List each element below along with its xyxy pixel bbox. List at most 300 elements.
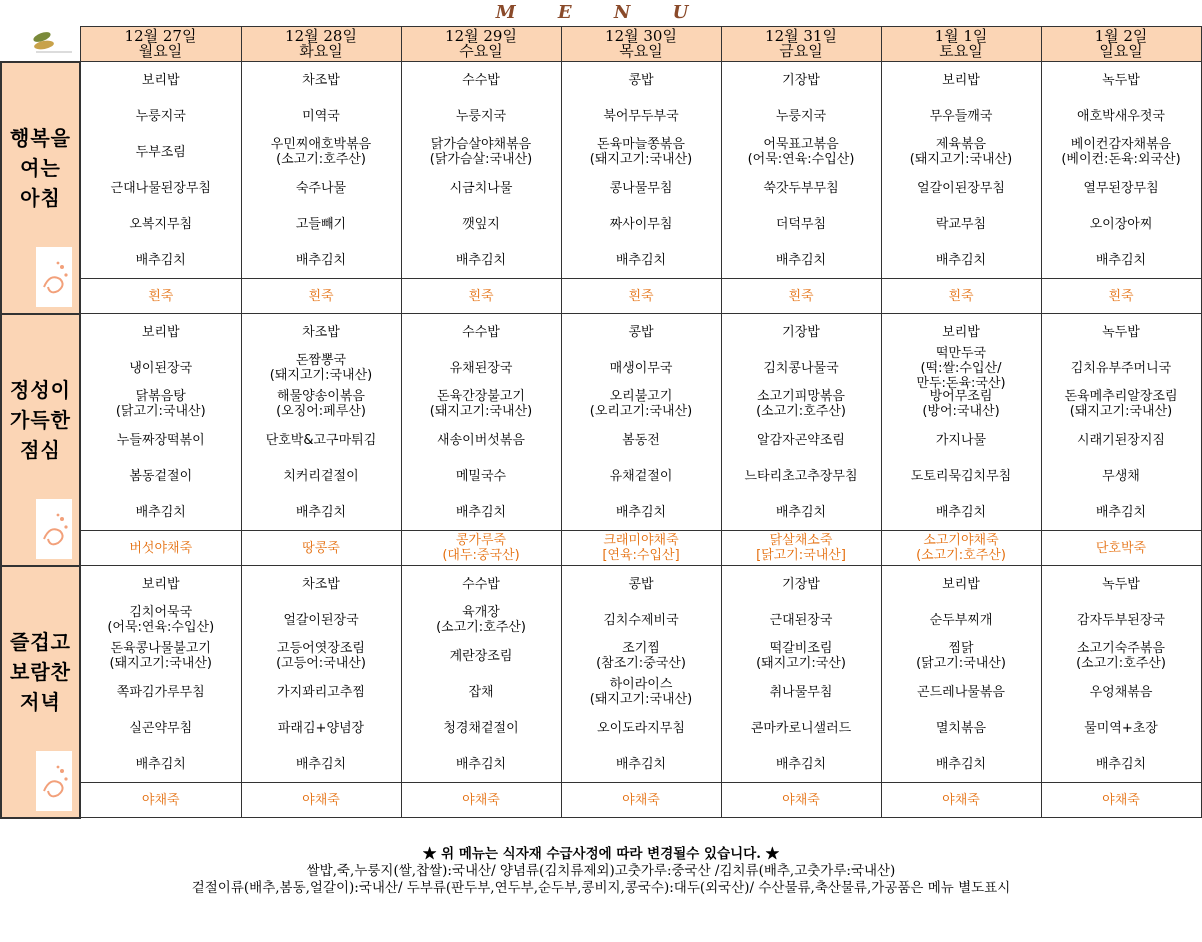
- congee-cell: [241, 531, 401, 566]
- congee-cell: [241, 279, 401, 314]
- dish-name: 근대나물된장무침: [110, 180, 211, 196]
- congee-name: 흰죽: [1108, 288, 1134, 304]
- dish-name: 고등어엿장조림: [277, 641, 365, 656]
- dish-origin: (돼지고기:국내산): [109, 656, 212, 671]
- dish-name: 배추김치: [775, 756, 827, 772]
- dish-name: 고들빼기: [295, 216, 347, 232]
- dish-name: 짜사이무침: [609, 216, 673, 232]
- dish-name: 도토리묵김치무침: [910, 468, 1012, 484]
- congee-name: 야채죽: [942, 792, 980, 808]
- dish-name: 수수밥: [462, 72, 500, 88]
- menu-dish: [242, 494, 401, 530]
- menu-dish: [562, 494, 721, 530]
- dish-origin: (돼지고기:국내산): [909, 152, 1013, 167]
- congee-name: 버섯야채죽: [129, 540, 193, 556]
- dish-name: 유채겉절이: [609, 468, 673, 484]
- menu-dish: [562, 602, 721, 638]
- day-date: 12월 27일: [124, 27, 197, 45]
- menu-dish: [722, 638, 881, 674]
- dish-name: 배추김치: [295, 756, 347, 772]
- dish-name: 북어무두부국: [603, 108, 679, 124]
- dish-name: 배추김치: [935, 504, 987, 520]
- dish-name: 얼갈이된장국: [283, 612, 359, 628]
- menu-dish: [1042, 710, 1201, 746]
- menu-dish: [242, 458, 401, 494]
- dish-origin: (베이컨:돈육:외국산): [1061, 152, 1181, 167]
- congee-name: 야채죽: [1102, 792, 1140, 808]
- dish-name: 매생이무국: [609, 360, 673, 376]
- dish-name: 느타리초고추장무침: [744, 468, 858, 484]
- dish-name: 배추김치: [455, 252, 507, 268]
- congee-cell: [721, 783, 881, 818]
- menu-dish: [882, 638, 1041, 674]
- dish-name: 봄동전: [622, 432, 660, 448]
- menu-dish: [402, 62, 561, 98]
- dish-name: 무생채: [1102, 468, 1140, 484]
- meal-name-line: 여는: [20, 155, 61, 180]
- menu-dish: [562, 350, 721, 386]
- dish-name: 순두부찌개: [929, 612, 993, 628]
- dish-name: 찜닭: [948, 641, 974, 656]
- menu-dish: [242, 62, 401, 98]
- dish-name: 김치수제비국: [603, 612, 679, 628]
- meal-name-line: 가득한: [10, 407, 71, 432]
- menu-dish: [722, 746, 881, 782]
- menu-cell: [80, 314, 241, 531]
- congee-name: 흰죽: [148, 288, 174, 304]
- menu-dish: [1042, 746, 1201, 782]
- congee-name: 땅콩죽: [302, 540, 340, 556]
- dish-name: 돈육콩나물불고기: [110, 641, 211, 656]
- menu-dish: [1042, 350, 1201, 386]
- menu-dish: [722, 386, 881, 422]
- menu-dish: [242, 350, 401, 386]
- dish-origin: (닭고기:국내산): [115, 404, 206, 419]
- dish-name: 콩나물무침: [609, 180, 673, 196]
- menu-dish: [882, 134, 1041, 170]
- menu-dish: [562, 206, 721, 242]
- dish-name: 녹두밥: [1102, 576, 1140, 592]
- menu-dish: [402, 494, 561, 530]
- dish-origin: (고등어:국내산): [276, 656, 366, 671]
- dish-name: 배추김치: [295, 252, 347, 268]
- dish-name: 김치유부주머니국: [1070, 360, 1172, 376]
- menu-dish: [722, 314, 881, 350]
- congee-origin: (대두:중국산): [442, 548, 520, 563]
- day-header: [561, 27, 721, 62]
- menu-cell: [401, 314, 561, 531]
- menu-dish: [242, 386, 401, 422]
- dish-name: 차조밥: [302, 576, 340, 592]
- dish-name: 보리밥: [942, 576, 980, 592]
- day-weekday: 토요일: [939, 42, 983, 60]
- congee-cell: [881, 783, 1041, 818]
- meal-name: [2, 123, 79, 213]
- dish-name: 보리밥: [141, 324, 180, 340]
- menu-dish: [402, 386, 561, 422]
- dish-origin: (닭가슴살:국내산): [429, 152, 533, 167]
- dish-name: 배추김치: [135, 252, 186, 268]
- menu-dish: [722, 98, 881, 134]
- menu-table: [0, 26, 1202, 819]
- dish-origin: (돼지고기:국산): [756, 656, 846, 671]
- dish-origin: (어묵:연육:수입산): [747, 152, 855, 167]
- dish-name: 배추김치: [455, 756, 507, 772]
- menu-dish: [882, 710, 1041, 746]
- dish-name: 어묵표고볶음: [763, 137, 839, 152]
- dish-name: 파래김+양념장: [277, 720, 365, 736]
- dish-name: 돈육메추리알장조림: [1064, 389, 1178, 404]
- dish-origin: (어묵:연육:수입산): [107, 620, 215, 635]
- menu-dish: [242, 602, 401, 638]
- dish-name: 배추김치: [615, 756, 667, 772]
- dish-origin: (돼지고기:국내산): [589, 152, 693, 167]
- menu-dish: [402, 746, 561, 782]
- congee-name: 야채죽: [462, 792, 500, 808]
- dish-name: 기장밥: [782, 324, 820, 340]
- dish-name: 청경채겉절이: [443, 720, 519, 736]
- meal-label: [1, 314, 80, 566]
- dish-name: 차조밥: [302, 72, 340, 88]
- dish-origin: (돼지고기:국내산): [1069, 404, 1173, 419]
- menu-dish: [1042, 566, 1201, 602]
- meal-name-line: 정성이: [10, 377, 71, 402]
- menu-dish: [402, 98, 561, 134]
- menu-dish: [882, 422, 1041, 458]
- menu-dish: [81, 746, 241, 782]
- dish-origin: (돼지고기:국내산): [589, 692, 693, 707]
- congee-name: 흰죽: [308, 288, 334, 304]
- menu-dish: [242, 314, 401, 350]
- dish-origin: (떡:쌀:수입산/: [920, 360, 1002, 376]
- day-date: 12월 31일: [765, 27, 837, 45]
- congee-name: 콩가루죽: [455, 533, 507, 548]
- menu-dish: [81, 494, 241, 530]
- menu-dish: [722, 170, 881, 206]
- day-date: 12월 28일: [285, 27, 357, 45]
- menu-cell: [1041, 314, 1201, 531]
- day-weekday: 일요일: [1099, 42, 1143, 60]
- dish-name: 녹두밥: [1102, 324, 1140, 340]
- dish-name: 콩밥: [628, 72, 654, 88]
- swirl-deco-icon: [36, 751, 72, 811]
- dish-name: 가지나물: [935, 432, 987, 448]
- dish-name: 배추김치: [775, 252, 827, 268]
- menu-dish: [81, 242, 241, 278]
- menu-dish: [1042, 98, 1201, 134]
- menu-dish: [402, 206, 561, 242]
- menu-dish: [242, 242, 401, 278]
- dish-name: 깻잎지: [462, 216, 500, 232]
- day-header: [1041, 27, 1201, 62]
- dish-name: 배추김치: [1095, 756, 1147, 772]
- day-header: [80, 27, 241, 62]
- dish-name: 김치어묵국: [129, 605, 193, 620]
- meal-name-line: 즐겁고: [10, 629, 71, 654]
- meal-name-line: 저녁: [20, 689, 61, 714]
- dish-name: 우민찌애호박볶음: [270, 137, 372, 152]
- menu-dish: [1042, 422, 1201, 458]
- day-date: 1월 1일: [934, 27, 988, 45]
- dish-name: 녹두밥: [1102, 72, 1140, 88]
- menu-dish: [722, 350, 881, 386]
- menu-dish: [1042, 602, 1201, 638]
- dish-name: 배추김치: [775, 504, 827, 520]
- day-date: 12월 30일: [605, 27, 677, 45]
- dish-name: 콩밥: [628, 324, 654, 340]
- menu-dish: [402, 674, 561, 710]
- dish-name: 얼갈이된장무침: [917, 180, 1005, 196]
- dish-name: 오복지무침: [129, 216, 193, 232]
- menu-dish: [242, 170, 401, 206]
- menu-dish: [722, 422, 881, 458]
- menu-dish: [722, 602, 881, 638]
- dish-name: 돈육간장불고기: [437, 389, 525, 404]
- congee-cell: [561, 531, 721, 566]
- menu-dish: [562, 242, 721, 278]
- meal-name: [2, 627, 79, 717]
- menu-dish: [562, 674, 721, 710]
- congee-name: 흰죽: [948, 288, 974, 304]
- menu-dish: [81, 422, 241, 458]
- dish-name: 수수밥: [462, 576, 500, 592]
- menu-dish: [81, 98, 241, 134]
- dish-name: 가지꽈리고추찜: [277, 684, 365, 700]
- dish-name: 수수밥: [462, 324, 500, 340]
- menu-dish: [562, 386, 721, 422]
- dish-name: 누들짜장떡볶이: [116, 432, 205, 448]
- congee-cell: [1041, 783, 1201, 818]
- menu-dish: [562, 62, 721, 98]
- dish-name: 소고기피망볶음: [757, 389, 845, 404]
- congee-row: [1, 279, 1201, 314]
- congee-cell: [721, 279, 881, 314]
- menu-dish: [1042, 458, 1201, 494]
- menu-dish: [882, 566, 1041, 602]
- dish-name: 배추김치: [455, 504, 507, 520]
- dish-name: 쪽파김가루무침: [116, 684, 205, 700]
- menu-dish: [81, 206, 241, 242]
- congee-name: 흰죽: [628, 288, 654, 304]
- menu-cell: [1041, 62, 1201, 279]
- congee-cell: [80, 279, 241, 314]
- meal-name-line: 행복을: [10, 125, 71, 150]
- menu-dish: [81, 62, 241, 98]
- menu-title: M E N U: [495, 2, 707, 23]
- swirl-deco-icon: [36, 499, 72, 559]
- dish-name: 누룽지국: [135, 108, 186, 124]
- dish-name: 돈육마늘쫑볶음: [597, 137, 685, 152]
- congee-cell: [80, 531, 241, 566]
- menu-cell: [721, 566, 881, 783]
- day-weekday: 월요일: [138, 42, 183, 60]
- dish-name: 차조밥: [302, 324, 340, 340]
- dish-name: 오이도라지무침: [597, 720, 685, 736]
- menu-dish: [722, 206, 881, 242]
- menu-dish: [1042, 386, 1201, 422]
- menu-cell: [881, 62, 1041, 279]
- menu-dish: [562, 710, 721, 746]
- menu-dish: [402, 458, 561, 494]
- dish-name: 실곤약무침: [129, 720, 193, 736]
- menu-dish: [81, 350, 241, 386]
- menu-dish: [722, 674, 881, 710]
- menu-dish: [242, 422, 401, 458]
- day-header: [401, 27, 561, 62]
- menu-dish: [242, 746, 401, 782]
- dish-name: 알감자곤약조림: [757, 432, 845, 448]
- menu-dish: [882, 386, 1041, 422]
- dish-origin: (돼지고기:국내산): [429, 404, 533, 419]
- dish-name: 김치콩나물국: [763, 360, 839, 376]
- menu-dish: [722, 242, 881, 278]
- menu-cell: [721, 314, 881, 531]
- menu-cell: [401, 62, 561, 279]
- meal-name-line: 보람찬: [10, 659, 71, 684]
- dish-name: 하이라이스: [609, 677, 673, 692]
- dish-name: 시금치나물: [449, 180, 513, 196]
- dish-name: 냉이된장국: [129, 360, 193, 376]
- menu-cell: [80, 62, 241, 279]
- dish-name: 소고기숙주볶음: [1077, 641, 1165, 656]
- congee-cell: [881, 279, 1041, 314]
- menu-dish: [722, 494, 881, 530]
- menu-dish: [722, 62, 881, 98]
- menu-dish: [81, 638, 241, 674]
- day-date: 12월 29일: [445, 27, 517, 45]
- footer: [0, 846, 1202, 897]
- menu-dish: [81, 602, 241, 638]
- menu-dish: [882, 62, 1041, 98]
- menu-dish: [242, 566, 401, 602]
- dish-origin: (소고기:호주산): [756, 404, 846, 419]
- congee-name: 야채죽: [782, 792, 820, 808]
- meal-label: [1, 566, 80, 818]
- menu-dish: [882, 170, 1041, 206]
- dish-origin: 만두:돈육:국산): [916, 375, 1006, 391]
- congee-row: [1, 531, 1201, 566]
- menu-cell: [881, 314, 1041, 531]
- menu-dish: [81, 386, 241, 422]
- congee-name: 야채죽: [622, 792, 660, 808]
- dish-name: 치커리겉절이: [283, 468, 359, 484]
- dish-name: 배추김치: [295, 504, 347, 520]
- menu-dish: [81, 314, 241, 350]
- dish-name: 누룽지국: [455, 108, 507, 124]
- dish-name: 제육볶음: [935, 137, 987, 152]
- menu-dish: [81, 458, 241, 494]
- menu-dish: [562, 638, 721, 674]
- dish-origin: (방어:국내산): [922, 404, 1000, 419]
- menu-dish: [1042, 170, 1201, 206]
- dish-origin: (소고기:호주산): [1076, 656, 1166, 671]
- menu-dish: [1042, 206, 1201, 242]
- dish-name: 배추김치: [1095, 252, 1147, 268]
- congee-row: [1, 783, 1201, 818]
- corner-cell: [1, 27, 80, 62]
- dish-origin: (오징어:페루산): [276, 404, 366, 419]
- menu-dish: [242, 710, 401, 746]
- dish-name: 보리밥: [141, 72, 180, 88]
- menu-dish: [1042, 242, 1201, 278]
- day-weekday: 목요일: [619, 42, 663, 60]
- congee-name: 흰죽: [788, 288, 814, 304]
- day-header: [881, 27, 1041, 62]
- menu-dish: [81, 170, 241, 206]
- footer-notice: ★ 위 메뉴는 식자재 수급사정에 따라 변경될수 있습니다. ★: [422, 846, 780, 862]
- congee-name: 흰죽: [468, 288, 494, 304]
- day-weekday: 화요일: [299, 42, 343, 60]
- dish-name: 배추김치: [1095, 504, 1147, 520]
- dish-name: 곤드레나물볶음: [917, 684, 1005, 700]
- meal-row: [1, 566, 1201, 783]
- congee-origin: [연육:수입산]: [602, 548, 680, 563]
- dish-name: 배추김치: [135, 756, 186, 772]
- dish-name: 미역국: [302, 108, 340, 124]
- congee-cell: [80, 783, 241, 818]
- dish-name: 오이장아찌: [1089, 216, 1153, 232]
- menu-dish: [882, 602, 1041, 638]
- congee-cell: [721, 531, 881, 566]
- menu-dish: [882, 206, 1041, 242]
- menu-dish: [402, 242, 561, 278]
- dish-name: 오리불고기: [609, 389, 673, 404]
- dish-name: 육개장: [462, 605, 500, 620]
- menu-dish: [562, 746, 721, 782]
- congee-name: 야채죽: [302, 792, 340, 808]
- menu-cell: [401, 566, 561, 783]
- dish-name: 감자두부된장국: [1077, 612, 1165, 628]
- menu-dish: [882, 458, 1041, 494]
- dish-name: 잡채: [468, 684, 494, 700]
- dish-name: 유채된장국: [449, 360, 513, 376]
- dish-name: 배추김치: [935, 252, 987, 268]
- day-weekday: 수요일: [459, 42, 503, 60]
- dish-name: 닭가슴살야채볶음: [430, 137, 532, 152]
- menu-dish: [882, 746, 1041, 782]
- congee-cell: [1041, 279, 1201, 314]
- dish-name: 보리밥: [942, 72, 980, 88]
- menu-dish: [562, 314, 721, 350]
- dish-name: 떡만두국: [935, 345, 987, 361]
- congee-name: 야채죽: [141, 792, 180, 808]
- dish-name: 기장밥: [782, 72, 820, 88]
- menu-dish: [242, 206, 401, 242]
- menu-dish: [402, 638, 561, 674]
- menu-cell: [80, 566, 241, 783]
- dish-name: 숙주나물: [295, 180, 347, 196]
- menu-dish: [722, 458, 881, 494]
- congee-cell: [401, 531, 561, 566]
- menu-dish: [81, 134, 241, 170]
- dish-name: 떡갈비조림: [769, 641, 833, 656]
- dish-name: 기장밥: [782, 576, 820, 592]
- dish-name: 멸치볶음: [935, 720, 987, 736]
- menu-dish: [81, 710, 241, 746]
- dish-name: 물미역+초장: [1084, 720, 1158, 736]
- menu-dish: [402, 710, 561, 746]
- dish-name: 보리밥: [141, 576, 180, 592]
- congee-cell: [401, 279, 561, 314]
- menu-dish: [562, 98, 721, 134]
- dish-name: 배추김치: [135, 504, 186, 520]
- dish-name: 취나물무침: [769, 684, 833, 700]
- footer-origin-1: 쌀밥,죽,누룽지(쌀,찹쌀):국내산/ 양념류(김치류제외)고춧가루:중국산 /김치류(배추,고춧가루:국내산): [306, 863, 896, 879]
- congee-name: 닭살채소죽: [769, 533, 833, 548]
- menu-dish: [242, 674, 401, 710]
- swirl-deco-icon: [36, 247, 72, 307]
- dish-name: 우엉채볶음: [1089, 684, 1153, 700]
